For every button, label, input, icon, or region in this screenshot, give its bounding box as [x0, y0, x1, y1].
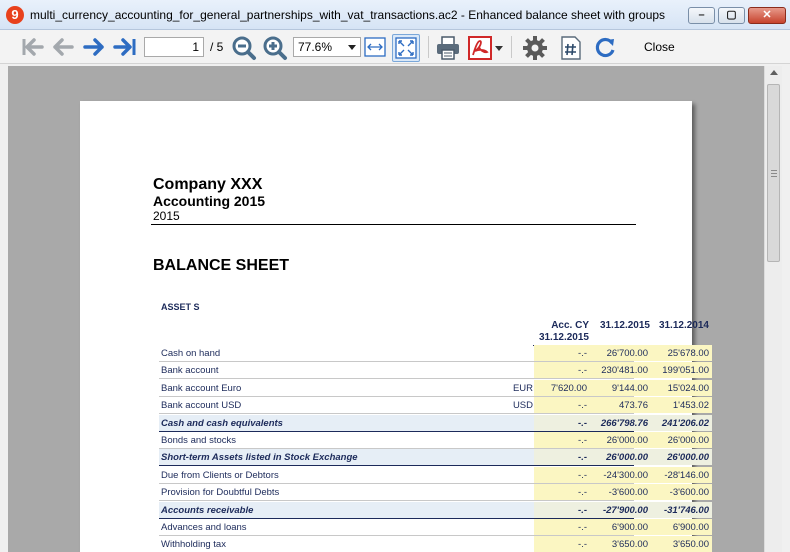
cell-acc-cy: -.-	[534, 449, 590, 465]
fit-width-button[interactable]	[364, 36, 386, 62]
table-row	[159, 432, 709, 449]
table-row	[159, 415, 709, 432]
minimize-icon: –	[698, 9, 705, 21]
page-number-input[interactable]: 1	[144, 37, 204, 57]
printer-icon	[435, 35, 461, 61]
previous-page-button[interactable]	[50, 36, 76, 62]
window-border	[782, 66, 790, 552]
cell-prior-year: 26'000.00	[651, 449, 712, 465]
row-description: Bonds and stocks	[161, 435, 236, 446]
company-name: Company XXX	[153, 176, 263, 193]
cell-current-year: 473.76	[590, 397, 651, 413]
next-page-button[interactable]	[82, 36, 108, 62]
cell-acc-cy: -.-	[534, 467, 590, 483]
cell-current-year: 3'650.00	[590, 536, 651, 552]
cell-current-year: -27'900.00	[590, 502, 651, 518]
table-row	[159, 345, 709, 362]
cell-acc-cy: -.-	[534, 484, 590, 500]
close-icon: ✕	[762, 9, 772, 21]
cell-acc-cy: -.-	[534, 536, 590, 552]
maximize-button[interactable]	[718, 7, 745, 24]
cell-acc-cy: -.-	[534, 502, 590, 518]
settings-button[interactable]	[522, 35, 548, 61]
row-description: Bank account Euro	[161, 382, 242, 394]
hash-document-icon	[558, 35, 584, 61]
cell-current-year: -24'300.00	[590, 467, 651, 483]
row-description: Provision for Doubtful Debts	[161, 487, 280, 499]
row-description: Cash and cash equivalents	[161, 417, 283, 429]
column-header-acc-cy-date: 31.12.2015	[538, 332, 589, 343]
window-title: multi_currency_accounting_for_general_partnerships_with_vat_transactions.ac2 - Enhanced balance sheet with groups	[30, 8, 666, 22]
zoom-value: 77.6%	[298, 40, 333, 54]
zoom-out-button[interactable]	[231, 35, 257, 61]
cell-current-year: 26'000.00	[590, 432, 651, 448]
header-divider	[151, 224, 636, 225]
toolbar-separator	[428, 36, 429, 58]
cell-acc-cy: -.-	[534, 362, 590, 378]
cell-prior-year: 1'453.02	[651, 397, 712, 413]
cell-prior-year: 26'000.00	[651, 432, 712, 448]
row-description: Bank account	[161, 365, 219, 377]
row-description: Due from Clients or Debtors	[161, 469, 279, 481]
print-button[interactable]	[435, 35, 461, 61]
report-subtitle: Accounting 2015	[153, 193, 266, 209]
table-row	[159, 502, 709, 519]
cell-acc-cy: 7'620.00	[534, 380, 590, 396]
gear-icon	[522, 35, 548, 61]
minimize-button[interactable]	[688, 7, 715, 24]
cell-prior-year: 3'650.00	[651, 536, 712, 552]
table-row	[159, 519, 709, 536]
zoom-out-icon	[231, 35, 257, 61]
fit-page-icon	[393, 35, 419, 61]
scroll-thumb[interactable]	[767, 84, 780, 262]
cell-current-year: 230'481.00	[590, 362, 651, 378]
refresh-icon	[592, 35, 618, 61]
last-page-button[interactable]	[112, 36, 138, 62]
document-viewport[interactable]	[8, 66, 764, 552]
first-page-button[interactable]	[20, 36, 46, 62]
cell-prior-year: 6'900.00	[651, 519, 712, 535]
table-row	[159, 362, 709, 379]
cell-prior-year: 15'024.00	[651, 380, 712, 396]
toolbar-separator	[511, 36, 512, 58]
vertical-scrollbar[interactable]	[764, 66, 782, 552]
chevron-down-icon	[495, 45, 503, 53]
row-description: Advances and loans	[161, 522, 247, 533]
cell-acc-cy: -.-	[534, 432, 590, 448]
grip-line	[771, 173, 777, 174]
arrow-right-icon	[82, 36, 108, 58]
row-description: Bank account USD	[161, 400, 242, 412]
fit-width-icon	[364, 36, 386, 58]
report-page	[80, 101, 709, 552]
zoom-select[interactable]	[293, 37, 361, 57]
column-header-acc-cy: Acc. CY	[551, 320, 589, 331]
cell-acc-cy: -.-	[534, 345, 590, 361]
page-total-label: / 5	[210, 40, 224, 54]
row-currency: USD	[512, 400, 533, 412]
refresh-button[interactable]	[592, 35, 618, 61]
cell-current-year: 6'900.00	[590, 519, 651, 535]
section-title: ASSET S	[161, 302, 200, 312]
table-row	[159, 449, 709, 466]
column-header-prior-year: 31.12.2014	[658, 320, 709, 331]
cell-current-year: 26'700.00	[590, 345, 651, 361]
grip-line	[771, 176, 777, 177]
scroll-up-icon[interactable]	[770, 70, 778, 75]
arrow-left-icon	[50, 36, 76, 58]
pdf-icon	[467, 35, 493, 61]
chevron-down-icon	[348, 45, 356, 50]
sheet-title: BALANCE SHEET	[153, 257, 290, 274]
table-row	[159, 484, 709, 501]
row-currency: EUR	[512, 382, 533, 394]
number-format-button[interactable]	[558, 35, 584, 61]
last-page-icon	[112, 36, 138, 58]
row-description: Accounts receivable	[161, 504, 254, 516]
export-pdf-button[interactable]	[467, 35, 493, 61]
cell-prior-year: 241'206.02	[651, 415, 712, 431]
cell-current-year: 266'798.76	[590, 415, 651, 431]
maximize-icon: ▢	[726, 9, 737, 21]
table-row	[159, 380, 709, 397]
table-row	[159, 397, 709, 414]
column-header-current-year: 31.12.2015	[599, 320, 650, 331]
close-window-button[interactable]	[748, 7, 786, 24]
cell-acc-cy: -.-	[534, 415, 590, 431]
cell-acc-cy: -.-	[534, 519, 590, 535]
table-row	[159, 536, 709, 552]
report-year: 2015	[153, 209, 180, 223]
cell-prior-year: -31'746.00	[651, 502, 712, 518]
cell-prior-year: 25'678.00	[651, 345, 712, 361]
window-titlebar	[0, 0, 790, 30]
table-row	[159, 467, 709, 484]
cell-prior-year: -3'600.00	[651, 484, 712, 500]
zoom-in-icon	[262, 35, 288, 61]
grip-line	[771, 170, 777, 171]
close-preview-button[interactable]: Close	[644, 40, 675, 54]
first-page-icon	[20, 36, 46, 58]
cell-current-year: 26'000.00	[590, 449, 651, 465]
cell-prior-year: 199'051.00	[651, 362, 712, 378]
row-description: Cash on hand	[161, 348, 221, 359]
cell-prior-year: -28'146.00	[651, 467, 712, 483]
zoom-in-button[interactable]	[262, 35, 288, 61]
row-description: Short-term Assets listed in Stock Exchange	[161, 452, 358, 464]
cell-acc-cy: -.-	[534, 397, 590, 413]
app-logo-icon: 9	[6, 6, 24, 24]
fit-page-button[interactable]	[392, 34, 420, 62]
cell-current-year: 9'144.00	[590, 380, 651, 396]
cell-current-year: -3'600.00	[590, 484, 651, 500]
row-description: Withholding tax	[161, 539, 226, 551]
